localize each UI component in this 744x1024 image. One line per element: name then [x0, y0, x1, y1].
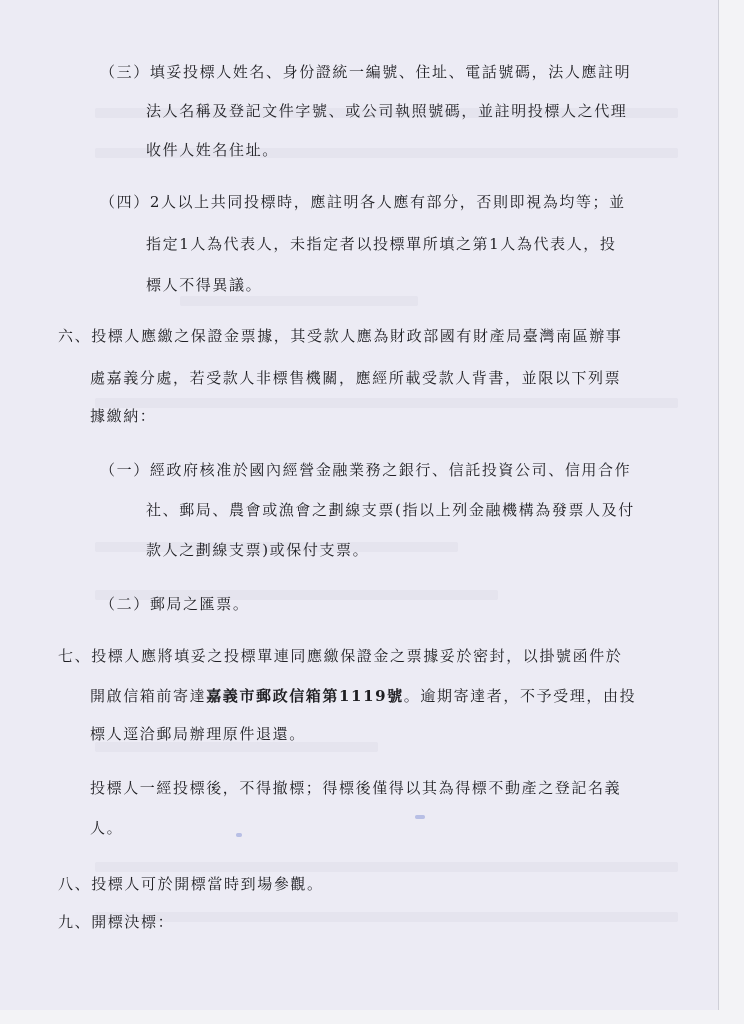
- section-6-sub-2-text-1: 郵局之匯票。: [149, 595, 250, 613]
- section-6-sub-1-text-1: 經政府核准於國內經營金融業務之銀行、信託投資公司、信用合作: [149, 461, 632, 479]
- section-9-marker: 九、: [58, 913, 92, 931]
- item-4-line-1: [100, 192, 626, 212]
- bleed-through: [95, 912, 678, 922]
- section-7-line-2-prefix: 開啟信箱前寄達: [90, 687, 207, 705]
- section-8-text: 投標人可於開標當時到場參觀。: [91, 875, 324, 893]
- bleed-through: [95, 862, 678, 872]
- item-3-text-1: 填妥投標人姓名、身份證統一編號、住址、電話號碼，法人應註明: [149, 63, 632, 81]
- section-6-line-3: 據繳納：: [90, 407, 157, 425]
- section-6-sub-1-line-3: 款人之劃線支票)或保付支票。: [146, 541, 370, 559]
- section-6-sub-1-marker: （一）: [100, 461, 150, 479]
- item-4-line-3: 標人不得異議。: [146, 276, 263, 294]
- ink-mark: [236, 833, 242, 837]
- section-7-line-1: [58, 646, 622, 666]
- item-4-marker: （四）: [100, 193, 150, 211]
- item-4-text-1: 2人以上共同投標時，應註明各人應有部分，否則即視為均等；並: [149, 193, 626, 211]
- item-3-marker: （三）: [100, 63, 150, 81]
- section-6-sub-2-line-1: [100, 594, 249, 614]
- section-6-marker: 六、: [58, 327, 92, 345]
- section-7-para-2-line-2: 人。: [90, 819, 124, 837]
- item-3-line-3: 收件人姓名住址。: [146, 141, 279, 159]
- section-7-para-2-line-1: 投標人一經投標後，不得撤標；得標後僅得以其為得標不動產之登記名義: [90, 779, 622, 797]
- section-6-line-1: [58, 326, 622, 346]
- section-6-line-2: 處嘉義分處，若受款人非標售機關，應經所載受款人背書，並限以下列票: [90, 369, 622, 387]
- item-3-line-1: [100, 62, 631, 82]
- bleed-through: [180, 296, 418, 306]
- section-7-line-2-suffix: 。逾期寄達者，不予受理，由投: [403, 687, 637, 705]
- section-7-line-2: [90, 686, 636, 706]
- bleed-through: [95, 398, 678, 408]
- section-8-line: [58, 874, 324, 894]
- section-6-sub-1-line-2: 社、郵局、農會或漁會之劃線支票(指以上列金融機構為發票人及付: [146, 501, 635, 519]
- section-6-sub-1-line-1: [100, 460, 631, 480]
- item-4-line-2: 指定1人為代表人，未指定者以投標單所填之第1人為代表人，投: [146, 235, 617, 253]
- po-box-address: 嘉義市郵政信箱第1119號: [206, 687, 404, 705]
- section-8-marker: 八、: [58, 875, 92, 893]
- section-9-text: 開標決標：: [91, 913, 175, 931]
- section-7-line-3: 標人逕洽郵局辦理原件退還。: [90, 725, 306, 743]
- section-7-marker: 七、: [58, 647, 92, 665]
- item-3-line-2: 法人名稱及登記文件字號、或公司執照號碼，並註明投標人之代理: [146, 102, 628, 120]
- section-9-line: [58, 912, 174, 932]
- section-6-sub-2-marker: （二）: [100, 595, 150, 613]
- section-6-text-1: 投標人應繳之保證金票據，其受款人應為財政部國有財產局臺灣南區辦事: [91, 327, 623, 345]
- ink-mark: [415, 815, 425, 819]
- section-7-text-1: 投標人應將填妥之投標單連同應繳保證金之票據妥於密封，以掛號函件於: [91, 647, 623, 665]
